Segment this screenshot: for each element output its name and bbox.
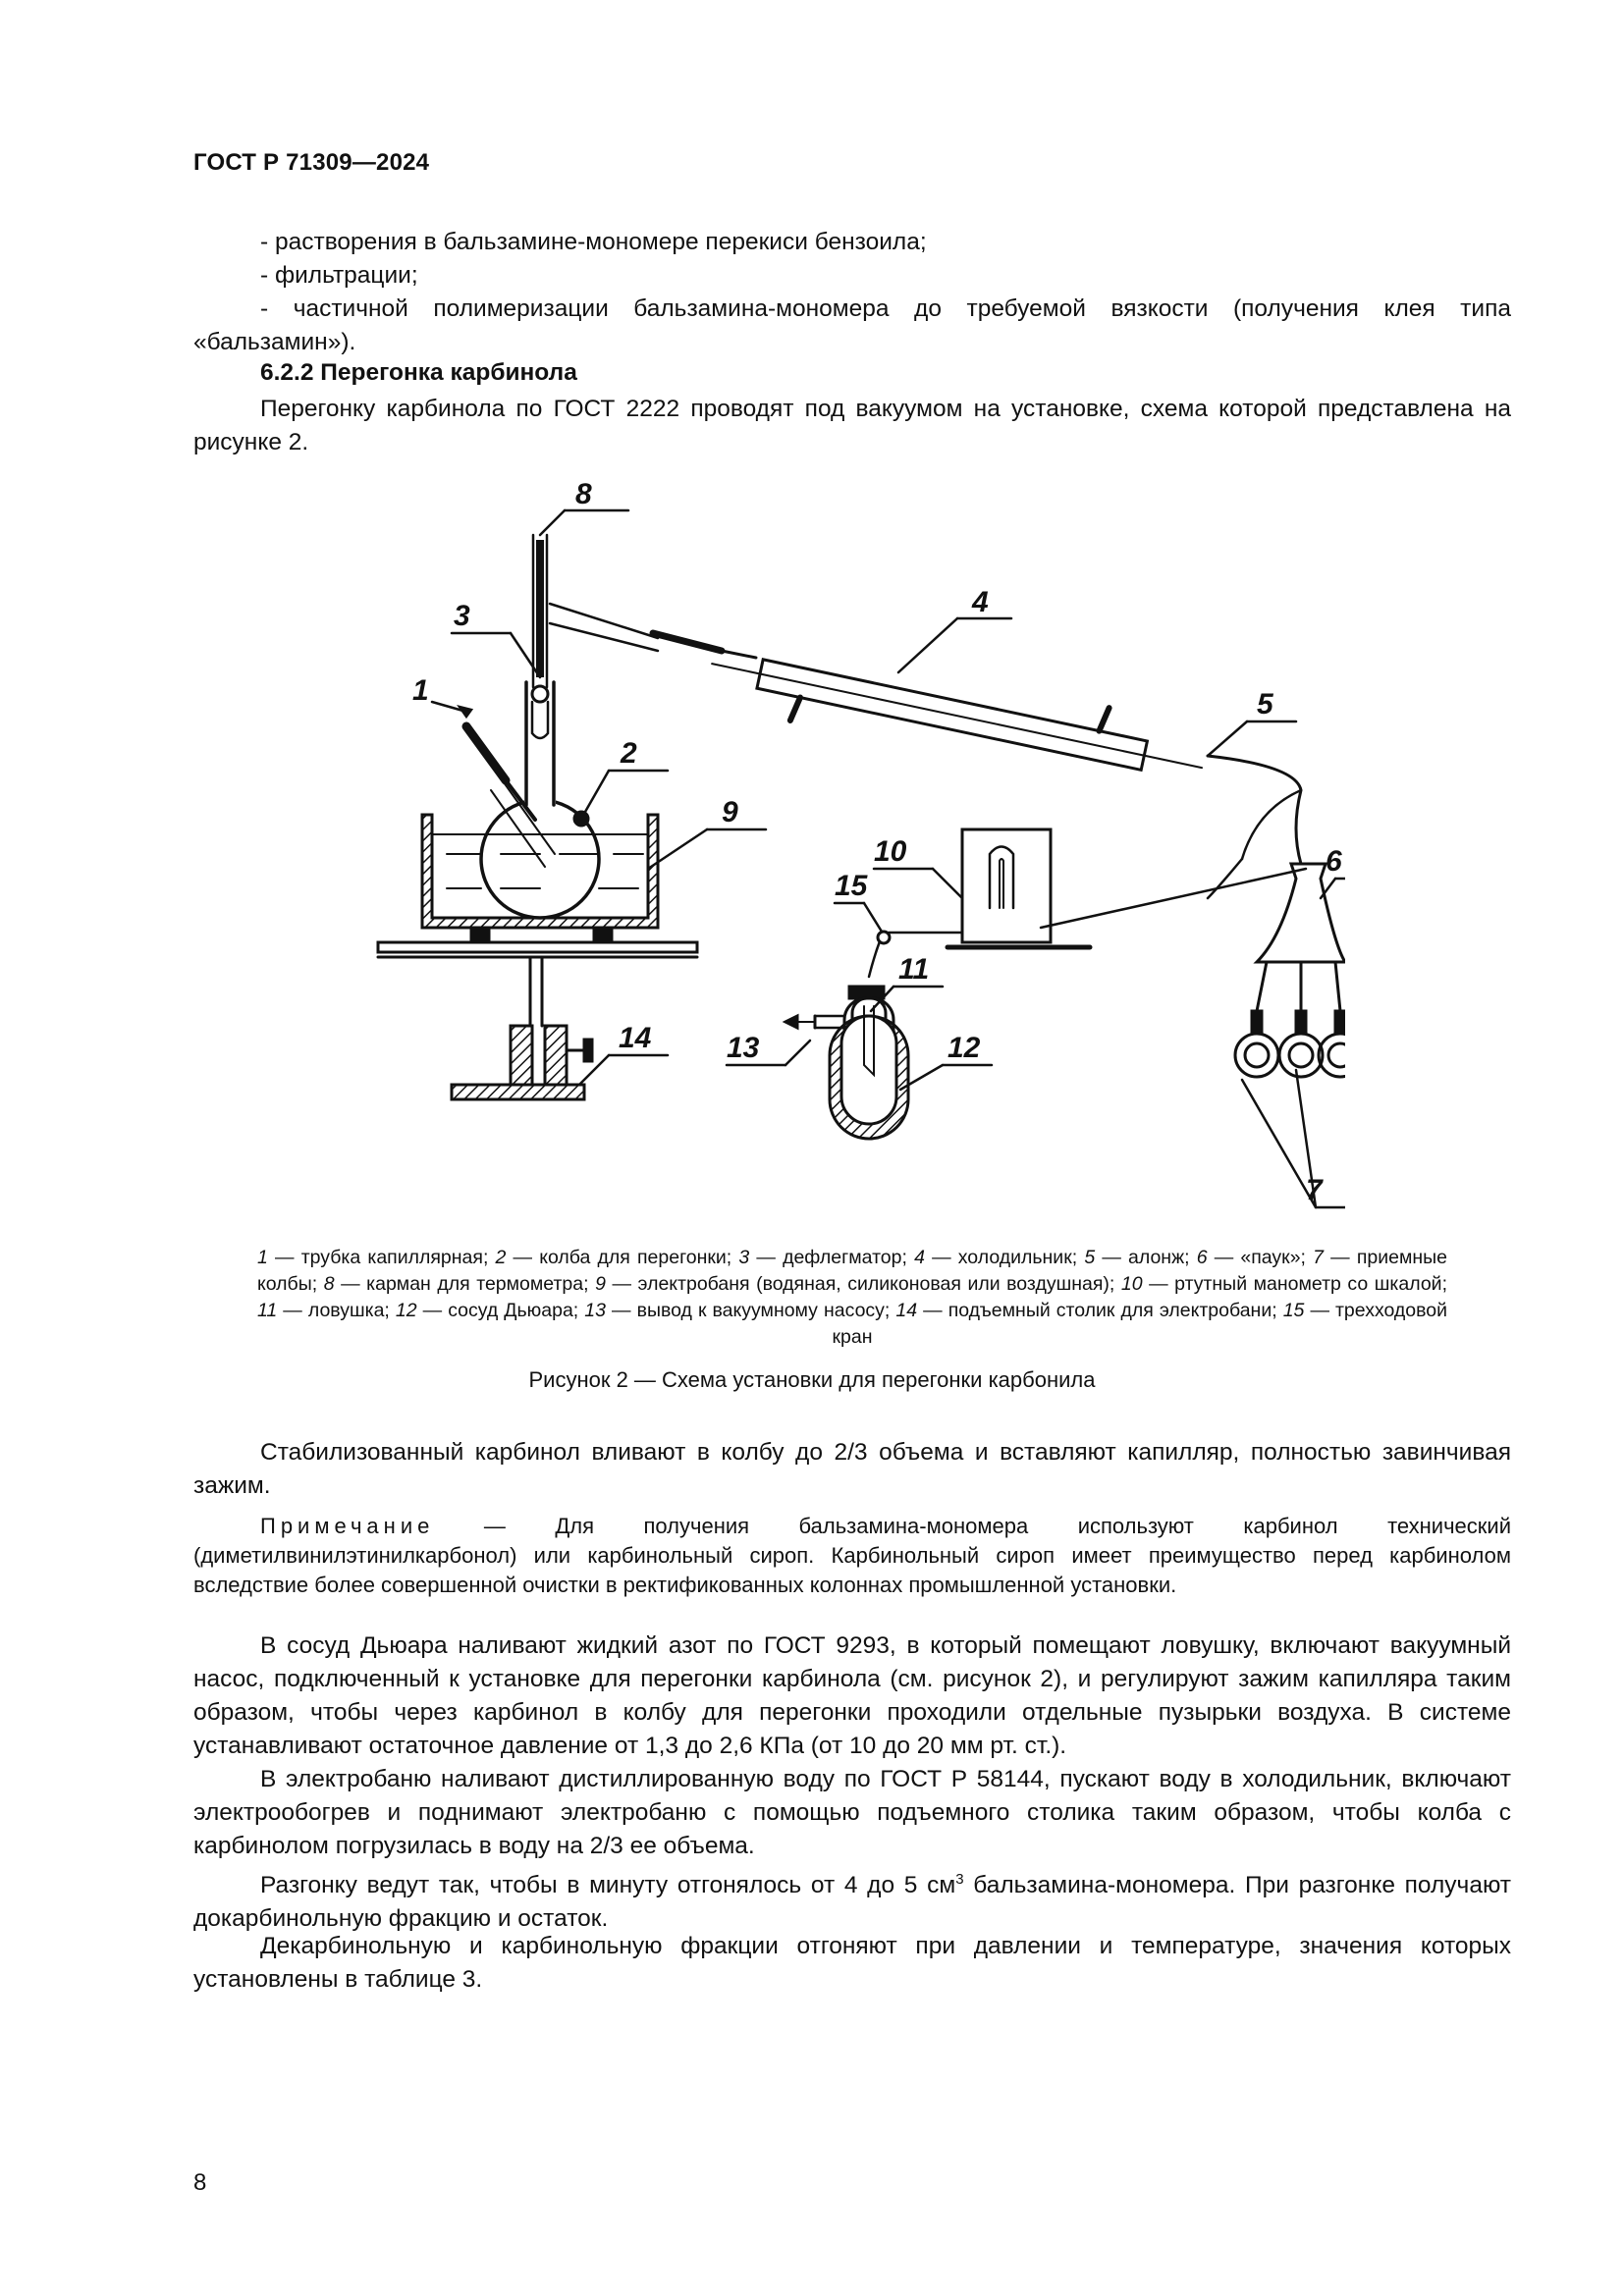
adapter bbox=[1208, 756, 1301, 898]
label-1: 1 bbox=[412, 674, 429, 707]
apparatus-diagram bbox=[353, 476, 1345, 1232]
legend-item: 8 — карман для термометра; bbox=[323, 1273, 596, 1295]
legend-item: 13 — вывод к вакуумному насосу; bbox=[584, 1300, 896, 1321]
label-13: 13 bbox=[727, 1032, 760, 1064]
legend-item: 10 — ртутный манометр со шкалой; bbox=[1120, 1273, 1447, 1295]
trap-assembly bbox=[785, 932, 962, 1139]
label-11: 11 bbox=[898, 953, 930, 986]
legend-item: 1 — трубка капиллярная; bbox=[257, 1247, 496, 1268]
figure-legend bbox=[257, 1245, 1447, 1351]
note bbox=[193, 1512, 1511, 1600]
legend-item: 2 — колба для перегонки; bbox=[495, 1247, 739, 1268]
thermometer-pocket bbox=[533, 535, 756, 687]
legend-item: 7 — приемные колбы; bbox=[257, 1247, 1448, 1295]
legend-item: 14 — подъемный столик для электробани; bbox=[895, 1300, 1283, 1321]
legend-item: 4 — холодильник; bbox=[914, 1247, 1085, 1268]
document-header: ГОСТ Р 71309—2024 bbox=[193, 149, 430, 176]
lift-table bbox=[378, 942, 697, 1099]
bullet-list bbox=[193, 226, 1511, 359]
note-label: Примечание bbox=[260, 1514, 435, 1538]
page-number: 8 bbox=[193, 2169, 207, 2196]
condenser bbox=[704, 625, 1210, 806]
label-7: 7 bbox=[1306, 1174, 1323, 1206]
legend-item: 15 — трехходовой кран bbox=[832, 1300, 1447, 1348]
legend-item: 12 — сосуд Дьюара; bbox=[395, 1300, 585, 1321]
manometer bbox=[947, 829, 1306, 947]
bullet-item: - фильтрации; bbox=[260, 262, 418, 289]
intro-paragraph: Перегонку карбинола по ГОСТ 2222 проводят под вакуумом на установке, схема которой представлена на рисунке 2. bbox=[193, 396, 1511, 455]
bullet-item: - растворения в бальзамине-мономере перекиси бензоила; bbox=[260, 229, 927, 255]
legend-item: 5 — алонж; bbox=[1084, 1247, 1197, 1268]
paragraph: В электробаню наливают дистиллированную воду по ГОСТ Р 58144, пускают воду в холодильник, включают электрообогрев и поднимают электробаню с помощью подъемного столика таким образом, чтобы колба с карбинолом погрузилась в воду на 2/3 ее объема. bbox=[193, 1766, 1511, 1859]
receiving-flasks bbox=[1235, 1011, 1345, 1077]
label-9: 9 bbox=[722, 796, 738, 828]
label-3: 3 bbox=[454, 600, 470, 632]
label-8: 8 bbox=[575, 478, 592, 510]
spider-receiver bbox=[1257, 864, 1345, 1011]
legend-item: 6 — «паук»; bbox=[1196, 1247, 1314, 1268]
label-15: 15 bbox=[835, 870, 868, 902]
paragraph: В сосуд Дьюара наливают жидкий азот по ГОСТ 9293, в который помещают ловушку, включают вакуумный насос, подключенный к установке для перегонки карбинола (см. рисунок 2), и регулируют зажим капилляра таким образом, чтобы через карбинол в колбу для перегонки проходили отдельные пузырьки воздуха. В системе устанавливают остаточное давление от 1,3 до 2,6 КПа (от 10 до 20 мм рт. ст.). bbox=[193, 1632, 1511, 1759]
subsection-title: 6.2.2 Перегонка карбинола bbox=[260, 359, 577, 386]
label-12: 12 bbox=[947, 1032, 981, 1064]
bullet-item: - частичной полимеризации бальзамина-мономера до требуемой вязкости (получения клея типа «бальзамин»). bbox=[193, 295, 1511, 355]
label-14: 14 bbox=[619, 1022, 652, 1054]
label-10: 10 bbox=[874, 835, 907, 868]
label-6: 6 bbox=[1326, 845, 1342, 878]
distillation-apparatus-figure bbox=[353, 476, 1345, 1232]
legend-item: 11 — ловушка; bbox=[257, 1300, 396, 1321]
label-2: 2 bbox=[621, 737, 637, 770]
legend-item: 9 — электробаня (водяная, силиконовая или воздушная); bbox=[595, 1273, 1121, 1295]
legend-item: 3 — дефлегматор; bbox=[738, 1247, 915, 1268]
note-text: — Для получения бальзамина-мономера используют карбинол технический (диметилвинилэтинилкарбонол) или карбинольный сироп. Карбинольный сироп имеет преимущество перед карбинолом вследствие более совершенной очистки в ректификованных колоннах промышленной установки. bbox=[193, 1514, 1511, 1597]
label-5: 5 bbox=[1257, 688, 1273, 721]
paragraph: Стабилизованный карбинол вливают в колбу до 2/3 объема и вставляют капилляр, полностью завинчивая зажим. bbox=[193, 1439, 1511, 1499]
paragraph: Декарбинольную и карбинольную фракции отгоняют при давлении и температуре, значения которых установлены в таблице 3. bbox=[193, 1933, 1511, 1993]
figure-caption: Рисунок 2 — Схема установки для перегонки карбонила bbox=[528, 1367, 1096, 1392]
label-4: 4 bbox=[972, 586, 989, 618]
paragraph: Разгонку ведут так, чтобы в минуту отгонялось от 4 до 5 $см^3$ бальзамина-мономера. При разгонке получают докарбинольную фракцию и остаток. bbox=[193, 1871, 1512, 1933]
